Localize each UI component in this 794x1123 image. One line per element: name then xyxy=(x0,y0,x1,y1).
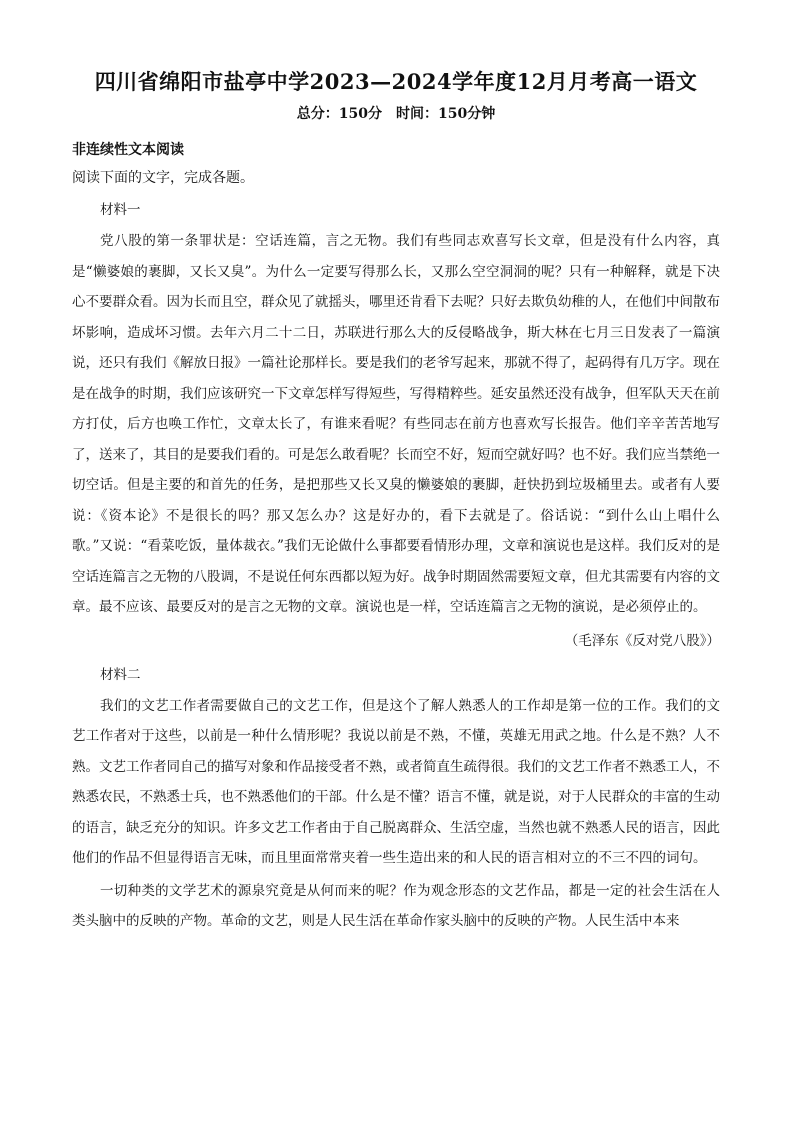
material-one-label: 材料一 xyxy=(100,202,141,218)
material-two-paragraph: 一切种类的文学艺术的源泉究竟是从何而来的呢？作为观念形态的文艺作品，都是一定的社会生活在人类头脑中的反映的产物。革命的文艺，则是人民生活在革命作家头脑中的反映的产物。人民生活中本来 xyxy=(72,882,720,929)
material-one-paragraph: 党八股的第一条罪状是：空话连篇，言之无物。我们有些同志欢喜写长文章，但是没有什么内容，真是“懒婆娘的裹脚，又长又臭”。为什么一定要写得那么长，又那么空空洞洞的呢？只有一种解释，就是下决心不要群众看。因为长而且空，群众见了就摇头，哪里还肯看下去呢？只好去欺负幼稚的人，在他们中间散布坏影响，造成坏习惯。去年六月二十二日，苏联进行那么大的反侵略战争，斯大林在七月三日发表了一篇演说，还只有我们《解放日报》一篇社论那样长。要是我们的老爷写起来，那就不得了，起码得有几万字。现在是在战争的时期，我们应该研究一下文章怎样写得短些，写得精粹些。延安虽然还没有战争，但军队天天在前方打仗，后方也唤工作忙，文章太长了，有谁来看呢？有些同志在前方也喜欢写长报告。他们辛辛苦苦地写了，送来了，其目的是要我们看的。可是怎么敢看呢？长而空不好，短而空就好吗？也不好。我们应当禁绝一切空话。但是主要的和首先的任务，是把那些又长又臭的懒婆娘的裹脚，赶快扔到垃圾桶里去。或者有人要说：《资本论》不是很长的吗？那又怎么办？这是好办的，看下去就是了。俗话说：“到什么山上唱什么歌。”又说：“看菜吃饭，量体裁衣。”我们无论做什么事都要看情形办理，文章和演说也是这样。我们反对的是空话连篇言之无物的八股调，不是说任何东西都以短为好。战争时期固然需要短文章，但尤其需要有内容的文章。最不应该、最要反对的是言之无物的文章。演说也是一样，空话连篇言之无物的演说，是必须停止的。 xyxy=(72,233,720,615)
score-time-info: 总分：150分 时间：150分钟 xyxy=(296,106,496,122)
material-two-label: 材料二 xyxy=(100,666,141,683)
page-title: 四川省绵阳市盐亭中学2023—2024学年度12月月考高一语文 xyxy=(94,69,698,94)
material-two-paragraph: 我们的文艺工作者需要做自己的文艺工作，但是这个了解人熟悉人的工作却是第一位的工作。我们的文艺工作者对于这些，以前是一种什么情形呢？我说以前是不熟，不懂，英雄无用武之地。什么是不熟？人不熟。文艺工作者同自己的描写对象和作品接受者不熟，或者简直生疏得很。我们的文艺工作者不熟悉工人，不熟悉农民，不熟悉士兵，也不熟悉他们的干部。什么是不懂？语言不懂，就是说，对于人民群众的丰富的生动的语言，缺乏充分的知识。许多文艺工作者由于自己脱离群众、生活空虚，当然也就不熟悉人民的语言，因此他们的作品不但显得语言无味，而且里面常常夹着一些生造出来的和人民的语言相对立的不三不四的词句。 xyxy=(72,697,720,866)
material-one-source: （毛泽东《反对党八股》） xyxy=(564,632,720,649)
reading-instruction: 阅读下面的文字，完成各题。 xyxy=(72,170,254,186)
section-heading: 非连续性文本阅读 xyxy=(72,142,184,158)
